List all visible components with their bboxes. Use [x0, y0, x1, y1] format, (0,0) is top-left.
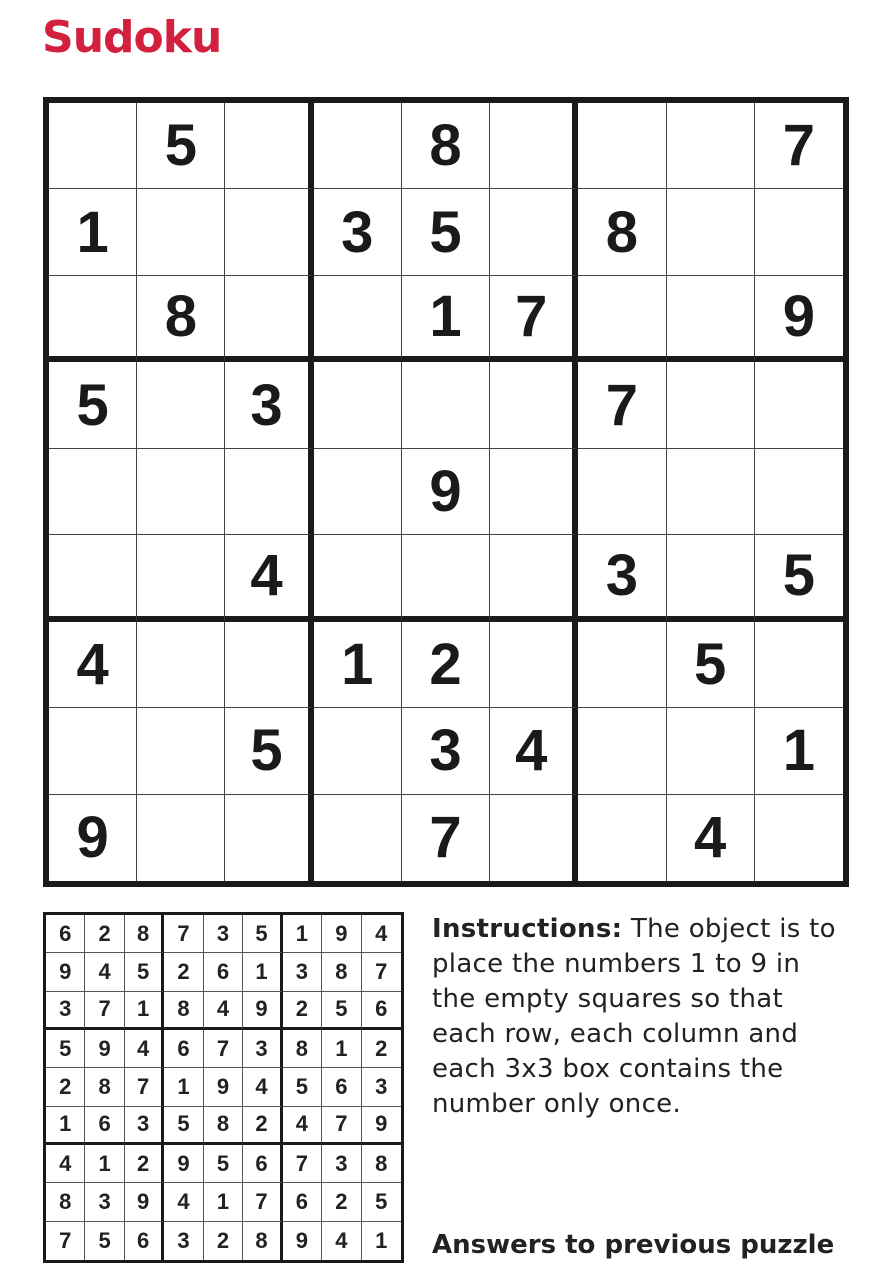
- answer-cell: 6: [243, 1145, 282, 1183]
- answer-cell: 1: [85, 1145, 124, 1183]
- answer-cell: 7: [46, 1222, 85, 1260]
- answer-cell: 5: [283, 1068, 322, 1106]
- answer-cell: 8: [125, 915, 164, 953]
- answer-cell: 8: [85, 1068, 124, 1106]
- answer-cell: 5: [362, 1183, 401, 1221]
- answer-cell: 1: [46, 1107, 85, 1145]
- sudoku-cell: 4: [490, 708, 578, 794]
- sudoku-cell[interactable]: [225, 449, 313, 535]
- answer-cell: 9: [46, 953, 85, 991]
- answer-cell: 5: [243, 915, 282, 953]
- answer-cell: 6: [283, 1183, 322, 1221]
- sudoku-cell[interactable]: [578, 276, 666, 362]
- sudoku-cell: 3: [402, 708, 490, 794]
- answer-cell: 7: [125, 1068, 164, 1106]
- answer-cell: 7: [164, 915, 203, 953]
- sudoku-cell: 7: [755, 103, 843, 189]
- sudoku-cell[interactable]: [314, 362, 402, 448]
- sudoku-cell: 5: [755, 535, 843, 621]
- answer-cell: 8: [204, 1107, 243, 1145]
- sudoku-cell[interactable]: [137, 622, 225, 708]
- sudoku-cell[interactable]: [137, 708, 225, 794]
- sudoku-cell: 4: [225, 535, 313, 621]
- sudoku-cell[interactable]: [49, 276, 137, 362]
- answer-cell: 3: [283, 953, 322, 991]
- sudoku-cell[interactable]: [402, 362, 490, 448]
- sudoku-cell[interactable]: [490, 449, 578, 535]
- answer-cell: 6: [322, 1068, 361, 1106]
- sudoku-cell: 5: [402, 189, 490, 275]
- answer-cell: 9: [322, 915, 361, 953]
- sudoku-cell: 3: [578, 535, 666, 621]
- answer-cell: 5: [322, 992, 361, 1030]
- sudoku-grid: [43, 97, 849, 887]
- sudoku-cell[interactable]: [137, 189, 225, 275]
- answer-cell: 1: [322, 1030, 361, 1068]
- sudoku-cell[interactable]: [490, 362, 578, 448]
- sudoku-cell: 4: [667, 795, 755, 881]
- answer-cell: 4: [362, 915, 401, 953]
- sudoku-cell: 1: [314, 622, 402, 708]
- answer-cell: 4: [283, 1107, 322, 1145]
- answer-cell: 6: [85, 1107, 124, 1145]
- answer-cell: 2: [362, 1030, 401, 1068]
- answer-cell: 3: [362, 1068, 401, 1106]
- answer-cell: 8: [322, 953, 361, 991]
- sudoku-cell: 3: [314, 189, 402, 275]
- sudoku-cell[interactable]: [314, 276, 402, 362]
- answer-cell: 8: [283, 1030, 322, 1068]
- answer-cell: 9: [164, 1145, 203, 1183]
- answer-cell: 1: [375, 1227, 388, 1253]
- answer-cell: 3: [46, 992, 85, 1030]
- sudoku-cell[interactable]: [137, 449, 225, 535]
- sudoku-cell: 9: [402, 449, 490, 535]
- sudoku-cell[interactable]: [314, 103, 402, 189]
- sudoku-cell[interactable]: [667, 103, 755, 189]
- answer-cell: 1: [283, 915, 322, 953]
- answer-cell: 2: [46, 1068, 85, 1106]
- answer-cell: 7: [204, 1030, 243, 1068]
- sudoku-cell[interactable]: [225, 189, 313, 275]
- sudoku-cell[interactable]: [578, 449, 666, 535]
- sudoku-cell[interactable]: [314, 535, 402, 621]
- answer-cell: 6: [125, 1222, 164, 1260]
- answer-cell: 4: [125, 1030, 164, 1068]
- sudoku-cell: 7: [490, 276, 578, 362]
- answer-cell: 1: [164, 1068, 203, 1106]
- sudoku-cell[interactable]: [49, 449, 137, 535]
- sudoku-cell: 1: [402, 276, 490, 362]
- answer-cell: 1: [243, 953, 282, 991]
- sudoku-cell[interactable]: [490, 795, 578, 881]
- answer-cell: 8: [164, 992, 203, 1030]
- sudoku-cell[interactable]: [490, 535, 578, 621]
- answer-cell: 6: [164, 1030, 203, 1068]
- sudoku-cell[interactable]: [225, 103, 313, 189]
- sudoku-cell: 8: [578, 189, 666, 275]
- sudoku-cell: 1: [49, 189, 137, 275]
- previous-answers-grid: [43, 912, 404, 1263]
- answer-cell: 3: [204, 915, 243, 953]
- answer-cell: 4: [164, 1183, 203, 1221]
- answer-cell: 4: [204, 992, 243, 1030]
- sudoku-cell[interactable]: [137, 362, 225, 448]
- sudoku-cell[interactable]: [578, 708, 666, 794]
- answer-cell: 5: [46, 1030, 85, 1068]
- answer-cell: 2: [125, 1145, 164, 1183]
- answer-cell: 9: [204, 1068, 243, 1106]
- sudoku-cell: 5: [225, 708, 313, 794]
- answers-caption: Answers to previous puzzle: [432, 1230, 835, 1260]
- sudoku-cell[interactable]: [667, 449, 755, 535]
- answer-cell: 3: [85, 1183, 124, 1221]
- answer-cell: 8: [46, 1183, 85, 1221]
- sudoku-cell: 4: [49, 622, 137, 708]
- answer-cell: 9: [283, 1222, 322, 1260]
- answer-cell: 7: [362, 953, 401, 991]
- sudoku-cell[interactable]: [578, 103, 666, 189]
- sudoku-cell: 9: [755, 276, 843, 362]
- sudoku-cell[interactable]: [755, 362, 843, 448]
- sudoku-cell: 5: [49, 362, 137, 448]
- answer-cell: 2: [322, 1183, 361, 1221]
- sudoku-cell: 8: [402, 103, 490, 189]
- answer-cell: 6: [46, 915, 85, 953]
- sudoku-cell: 5: [137, 103, 225, 189]
- sudoku-cell[interactable]: [402, 535, 490, 621]
- sudoku-cell: 7: [402, 795, 490, 881]
- answer-cell: 7: [85, 992, 124, 1030]
- sudoku-cell[interactable]: [225, 276, 313, 362]
- sudoku-cell[interactable]: [314, 449, 402, 535]
- sudoku-cell: 3: [225, 362, 313, 448]
- sudoku-cell: 2: [402, 622, 490, 708]
- answer-cell: 4: [243, 1068, 282, 1106]
- answer-cell: 2: [204, 1222, 243, 1260]
- sudoku-cell[interactable]: [137, 795, 225, 881]
- answer-cell: 6: [362, 992, 401, 1030]
- sudoku-cell[interactable]: [667, 362, 755, 448]
- instructions-text: [432, 912, 852, 1122]
- answer-cell: 5: [125, 953, 164, 991]
- sudoku-cell[interactable]: [225, 622, 313, 708]
- answer-cell: 3: [164, 1222, 203, 1260]
- sudoku-cell[interactable]: [667, 189, 755, 275]
- answer-cell: 8: [362, 1145, 401, 1183]
- answer-cell: 9: [85, 1030, 124, 1068]
- sudoku-cell: 5: [667, 622, 755, 708]
- sudoku-cell: 1: [755, 708, 843, 794]
- sudoku-cell: 7: [578, 362, 666, 448]
- sudoku-cell[interactable]: [667, 535, 755, 621]
- sudoku-cell[interactable]: [755, 622, 843, 708]
- sudoku-cell[interactable]: [49, 708, 137, 794]
- sudoku-cell[interactable]: [137, 535, 225, 621]
- sudoku-cell[interactable]: [755, 795, 843, 881]
- sudoku-cell: 8: [137, 276, 225, 362]
- sudoku-cell[interactable]: [755, 449, 843, 535]
- answer-cell: 3: [125, 1107, 164, 1145]
- answer-cell: 4: [322, 1222, 361, 1260]
- page-title: Sudoku: [42, 12, 222, 63]
- answer-cell: 3: [322, 1145, 361, 1183]
- answer-cell: 2: [164, 953, 203, 991]
- answer-cell: 6: [204, 953, 243, 991]
- answer-cell: 2: [85, 915, 124, 953]
- answer-cell: 5: [85, 1222, 124, 1260]
- sudoku-cell: 9: [49, 795, 137, 881]
- sudoku-cell[interactable]: [225, 795, 313, 881]
- sudoku-cell[interactable]: [578, 795, 666, 881]
- answer-cell: 1: [204, 1183, 243, 1221]
- answer-cell: 9: [362, 1107, 401, 1145]
- sudoku-cell[interactable]: [490, 103, 578, 189]
- sudoku-cell[interactable]: [314, 795, 402, 881]
- answer-cell: 4: [85, 953, 124, 991]
- answer-cell: 7: [243, 1183, 282, 1221]
- answer-cell: 2: [283, 992, 322, 1030]
- answer-cell: 4: [46, 1145, 85, 1183]
- sudoku-cell[interactable]: [667, 708, 755, 794]
- answer-cell: 5: [204, 1145, 243, 1183]
- instructions-body: The object is to place the numbers 1 to 9 in the empty squares so that each row, each column and each 3x3 box contains the number only once.: [432, 914, 836, 1119]
- answer-cell: 5: [164, 1107, 203, 1145]
- sudoku-cell[interactable]: [578, 622, 666, 708]
- sudoku-cell[interactable]: [49, 103, 137, 189]
- sudoku-cell[interactable]: [49, 535, 137, 621]
- answer-cell: 1: [125, 992, 164, 1030]
- answer-cell: 7: [283, 1145, 322, 1183]
- answer-cell: 9: [125, 1183, 164, 1221]
- answer-cell: 2: [243, 1107, 282, 1145]
- sudoku-cell[interactable]: [490, 622, 578, 708]
- instructions-lead: Instructions:: [432, 914, 623, 944]
- answer-cell: 3: [243, 1030, 282, 1068]
- sudoku-cell[interactable]: [314, 708, 402, 794]
- answer-cell: 8: [243, 1222, 282, 1260]
- sudoku-cell[interactable]: [667, 276, 755, 362]
- answer-cell: 9: [243, 992, 282, 1030]
- sudoku-cell[interactable]: [755, 189, 843, 275]
- answer-cell: 7: [322, 1107, 361, 1145]
- sudoku-cell[interactable]: [490, 189, 578, 275]
